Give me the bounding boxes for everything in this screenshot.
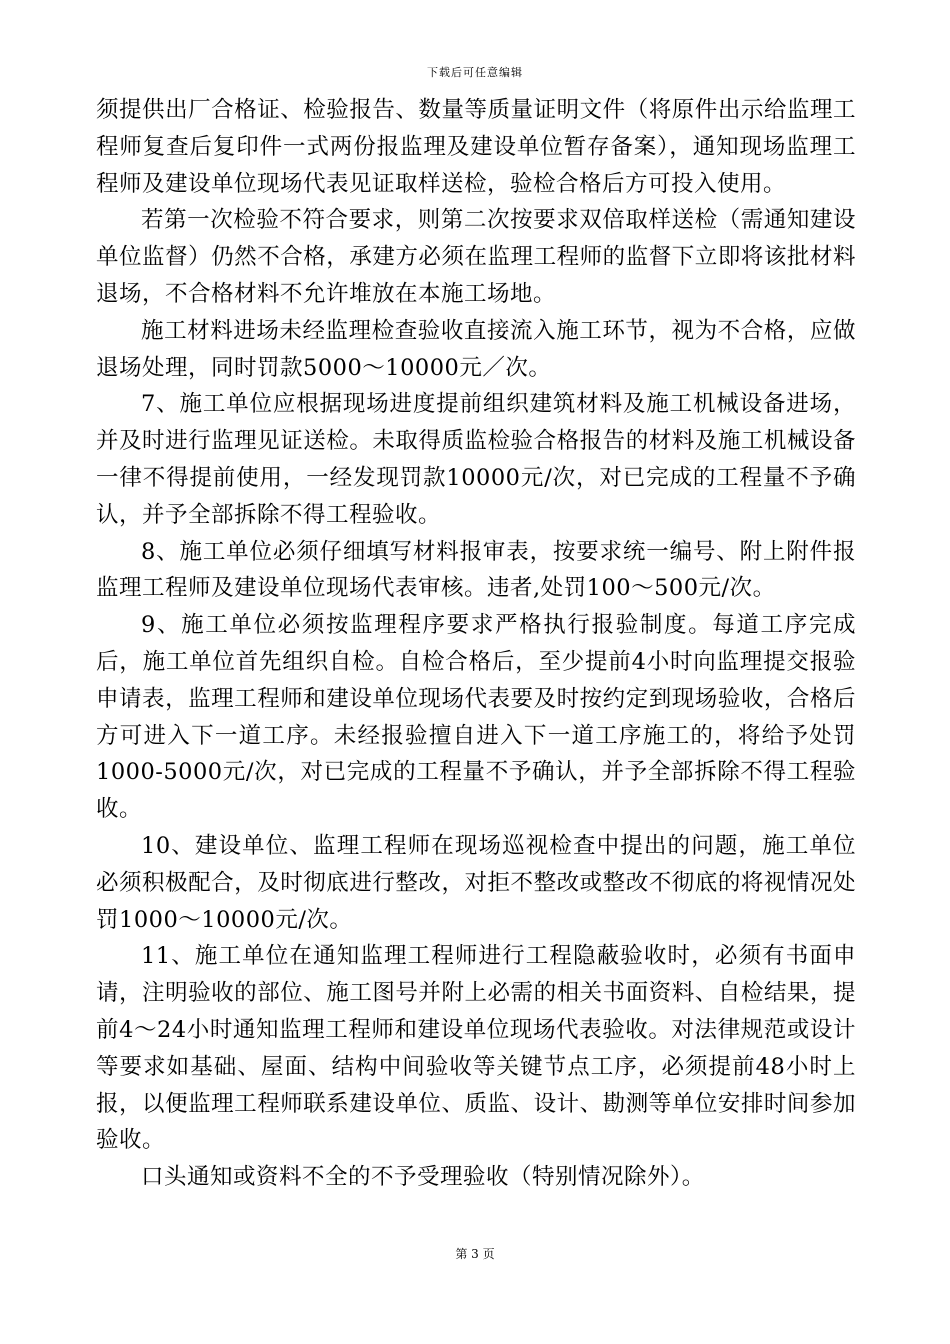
paragraph-item-11: 11、施工单位在通知监理工程师进行工程隐蔽验收时，必须有书面申请，注明验收的部位、施工图号并附上必需的相关书面资料、自检结果，提前4～24小时通知监理工程师和建设单位现场代表验收。对法律规范或设计等要求如基础、屋面、结构中间验收等关键节点工序，必须提前48小时上报，以便监理工程师联系建设单位、质监、设计、勘测等单位安排时间参加验收。 [96, 943, 856, 1154]
paragraph-unchecked-material: 施工材料进场未经监理检查验收直接流入施工环节，视为不合格，应做退场处理，同时罚款5000～10000元／次。 [96, 317, 856, 381]
document-body [96, 92, 856, 1196]
paragraph-item-10: 10、建设单位、监理工程师在现场巡视检查中提出的问题，施工单位必须积极配合，及时彻底进行整改，对拒不整改或整改不彻底的将视情况处罚1000～10000元/次。 [96, 832, 856, 933]
paragraph-item-8: 8、施工单位必须仔细填写材料报审表，按要求统一编号、附上附件报监理工程师及建设单位现场代表审核。违者,处罚100～500元/次。 [96, 538, 856, 602]
paragraph-retest: 若第一次检验不符合要求，则第二次按要求双倍取样送检（需通知建设单位监督）仍然不合格，承建方必须在监理工程师的监督下立即将该批材料退场，不合格材料不允许堆放在本施工场地。 [96, 207, 856, 307]
paragraph-continuation: 须提供出厂合格证、检验报告、数量等质量证明文件（将原件出示给监理工程师复查后复印件一式两份报监理及建设单位暂存备案），通知现场监理工程师及建设单位现场代表见证取样送检，验检合格后方可投入使用。 [96, 97, 856, 197]
header-note: 下载后可任意编辑 [427, 66, 523, 79]
paragraph-item-7: 7、施工单位应根据现场进度提前组织建筑材料及施工机械设备进场，并及时进行监理见证送检。未取得质监检验合格报告的材料及施工机械设备一律不得提前使用，一经发现罚款10000元/次，对已完成的工程量不予确认，并予全部拆除不得工程验收。 [96, 391, 856, 528]
paragraph-verbal-notice: 口头通知或资料不全的不予受理验收（特别情况除外）。 [141, 1164, 705, 1191]
paragraph-item-9: 9、施工单位必须按监理程序要求严格执行报验制度。每道工序完成后，施工单位首先组织自检。自检合格后，至少提前4小时向监理提交报验申请表，监理工程师和建设单位现场代表要及时按约定到现场验收，合格后方可进入下一道工序。未经报验擅自进入下一道工序施工的，将给予处罚1000-5000元/次，对已完成的工程量不予确认，并予全部拆除不得工程验收。 [96, 612, 856, 823]
page-number: 第 3 页 [455, 1247, 495, 1261]
